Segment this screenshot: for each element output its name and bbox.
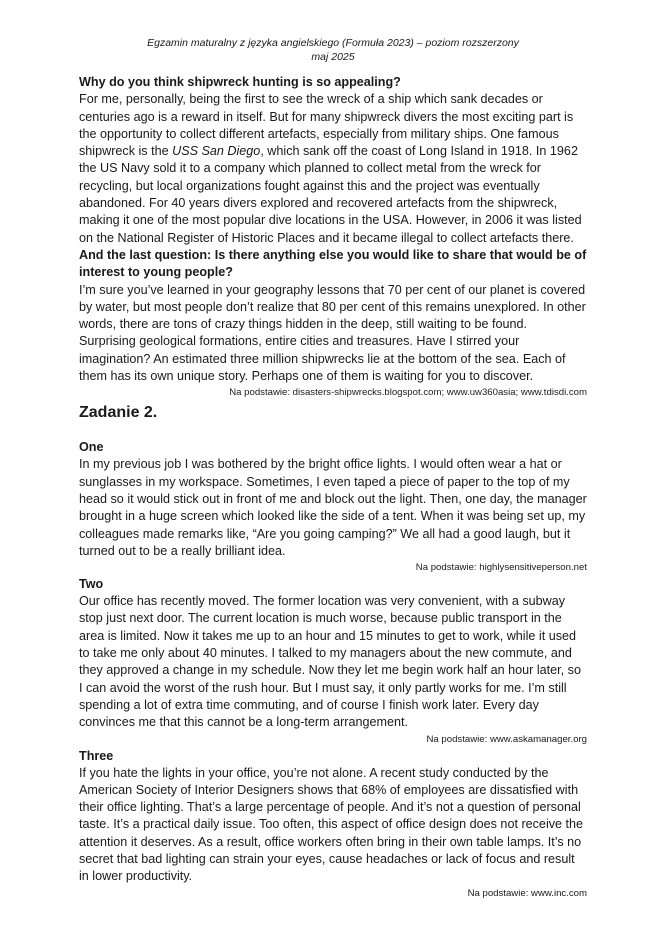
exam-page <box>79 36 587 900</box>
text-three-body: If you hate the lights in your office, you’re not alone. A recent study conducted by the American Society of Interior Designers shows that 68% of employees are dissatisfied with their office lighting. That’s a large percentage of people. And it’s not a question of personal taste. It’s a practical daily issue. Too often, this aspect of office design does not receive the attention it deserves. As a result, office workers often bring in their own table lamps. It’s no secret that bad lighting can strain your eyes, cause headaches or lack of focus and result in lower productivity. <box>79 765 584 884</box>
interview-source: Na podstawie: disasters-shipwrecks.blogspot.com; www.uw360asia; www.tdisdi.com <box>229 387 587 399</box>
text-three-heading: Three <box>79 748 114 763</box>
interview-answer-1 <box>79 91 587 247</box>
answer-1-text-a: For me, personally, being the first to see the wreck of a ship which sank decades or centuries ago is a reward in itself. But for many shipwreck divers the most exciting part is the opportunity to collect different artefacts, especially from military ships. One famous shipwreck is the <box>79 92 574 159</box>
answer-1-text-b: , which sank off the coast of Long Island in 1918. In 1962 the US Navy sold it to a company which planned to collect metal from the wreck for recycling, but local organizations fought against this and the project was eventually abandoned. For 40 years divers explored and recovered artefacts from the shipwreck, making it one of the most popular dive locations in the USA. However, in 2006 it was listed on the National Register of Historic Places and it became illegal to collect artefacts there. <box>79 144 582 245</box>
text-two <box>79 576 587 745</box>
text-two-body: Our office has recently moved. The former location was very convenient, with a subway stop just next door. The current location is much worse, because public transport in the area is limited. Now it takes me up to an hour and 15 minutes to get to work, while it used to take me only about 40 minutes. I talked to my managers about the new commute, and they approved a change in my schedule. Now they let me begin work half an hour later, so I can avoid the worst of the rush hour. But I must say, it only partly works for me. I’m still spending a lot of extra time commuting, and of course I finish work later. Every day convinces me that this cannot be a long-term arrangement. <box>79 594 581 730</box>
page-header <box>79 36 587 64</box>
text-one-heading: One <box>79 440 104 455</box>
text-one-body: In my previous job I was bothered by the bright office lights. I would often wear a hat or sunglasses in my workspace. Sometimes, I even taped a piece of paper to the top of my head so it would stick out in front of me and block out the light. Then, one day, the manager brought in a huge screen which looked like the side of a tent. When it was being set up, my colleagues made remarks like, “Are you going camping?” We all had a good laugh, but it turned out to be a really brilliant idea. <box>79 457 587 558</box>
header-exam-title: Egzamin maturalny z języka angielskiego (Formuła 2023) – poziom rozszerzony <box>147 37 519 49</box>
ship-name: USS San Diego <box>172 144 261 159</box>
text-two-heading: Two <box>79 577 104 592</box>
text-one-source: Na podstawie: highlysensitiveperson.net <box>415 562 587 574</box>
interview-answer-2: I’m sure you’ve learned in your geography lessons that 70 per cent of our planet is covered by water, but most people don’t realize that 80 per cent of this remains unexplored. In other words, there are tons of crazy things hidden in the deep, still waiting to be found. Surprising geological formations, entire cities and treasures. Have I stirred your imagination? An estimated three million shipwrecks lie at the bottom of the sea. Each of them has its own unique story. Perhaps one of them is waiting for you to discover. <box>79 282 586 384</box>
text-three-source: Na podstawie: www.inc.com <box>467 887 587 899</box>
text-two-source: Na podstawie: www.askamanager.org <box>426 733 587 745</box>
interview-question-1: Why do you think shipwreck hunting is so appealing? <box>79 75 401 89</box>
interview-question-2: And the last question: Is there anything else you would like to share that would be of interest to young people? <box>79 247 587 280</box>
header-date: maj 2025 <box>311 51 355 63</box>
text-three <box>79 748 587 900</box>
task-2-title: Zadanie 2. <box>79 404 158 422</box>
text-one <box>79 439 587 574</box>
